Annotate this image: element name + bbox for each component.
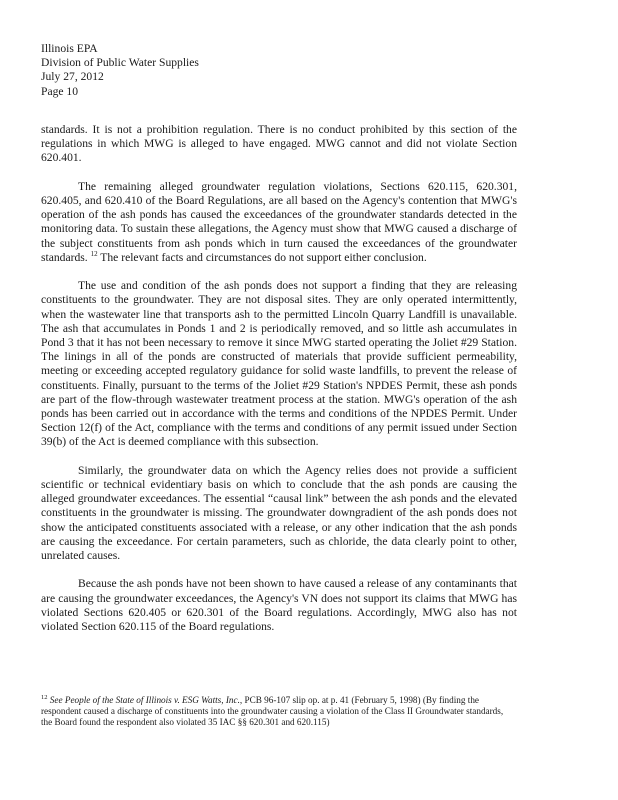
- footnote-mark: 12: [41, 693, 48, 701]
- footnote-text: , PCB 96-107 slip op. at p. 41 (February 5, 1998) (By finding the respondent caused a discharge of constituents into the groundwater causing a violation of the Class II Groundwater standards, the Board found the respondent also violated 35 IAC §§ 620.301 and 620.115): [41, 695, 504, 728]
- header-date: July 27, 2012: [41, 70, 104, 84]
- paragraph-1: standards. It is not a prohibition regulation. There is no conduct prohibited by this section of the regulations in which MWG is alleged to have engaged. MWG cannot and did not violate Section 620.401.: [41, 123, 517, 165]
- paragraph-2-text-end: The relevant facts and circumstances do not support either conclusion.: [97, 250, 427, 264]
- header-division: Division of Public Water Supplies: [41, 56, 199, 70]
- paragraph-4: Similarly, the groundwater data on which the Agency relies does not provide a sufficient scientific or technical evidentiary basis on which to conclude that the ash ponds are causing the alleged groundwater exceedances. The essential “causal link” between the ash ponds and the elevated constituents in the groundwater is missing. The groundwater downgradient of the ash ponds does not show the anticipated constituents associated with a release, or any other indication that the ash ponds are causing the exceedance. For certain parameters, such as chloride, the data clearly point to other, unrelated causes.: [41, 463, 517, 563]
- paragraph-5: Because the ash ponds have not been shown to have caused a release of any contaminants that are causing the groundwater exceedances, the Agency's VN does not support its claims that MWG has violated Sections 620.405 or 620.301 of the Board regulations. Accordingly, MWG also has not violated Section 620.115 of the Board regulations.: [41, 577, 517, 634]
- footnote-reference: 12: [90, 249, 98, 258]
- letter-header: [41, 42, 199, 99]
- footnote-case-name: See People of the State of Illinois v. ESG Watts, Inc.: [49, 695, 240, 705]
- paragraph-2-text: The remaining alleged groundwater regulation violations, Sections 620.115, 620.301, 620.405, and 620.410 of the Board Regulations, are all based on the Agency's contention that MWG's operation of the ash ponds has caused the exceedances of the groundwater standards detected in the monitoring data. To sustain these allegations, the Agency must show that MWG caused a discharge of the subject constituents from ash ponds which in turn caused the exceedances of the groundwater standards.: [41, 179, 517, 264]
- footnote: [41, 695, 513, 729]
- paragraph-3: The use and condition of the ash ponds does not support a finding that they are releasing constituents to the groundwater. They are not disposal sites. They are only operated intermittently, when the wastewater line that transports ash to the permitted Lincoln Quarry Landfill is unavailable. The ash that accumulates in Ponds 1 and 2 is periodically removed, and so little ash accumulates in Pond 3 that it has not been necessary to remove it since MWG started operating the Joliet #29 Station. The linings in all of the ponds are constructed of materials that provide sufficient permeability, meeting or exceeding accepted regulatory guidance for solid waste landfills, to prevent the release of constituents. Finally, pursuant to the terms of the Joliet #29 Station's NPDES Permit, these ash ponds are part of the flow-through wastewater treatment process at the station. MWG's operation of the ash ponds has been carried out in accordance with the terms and conditions of the NPDES Permit. Under Section 12(f) of the Act, compliance with the terms and conditions of any permit issued under Section 39(b) of the Act is deemed compliance with this subsection.: [41, 279, 517, 449]
- header-agency: Illinois EPA: [41, 42, 98, 55]
- header-page-number: Page 10: [41, 84, 79, 98]
- body-text: [41, 123, 517, 648]
- paragraph-2: [41, 180, 517, 265]
